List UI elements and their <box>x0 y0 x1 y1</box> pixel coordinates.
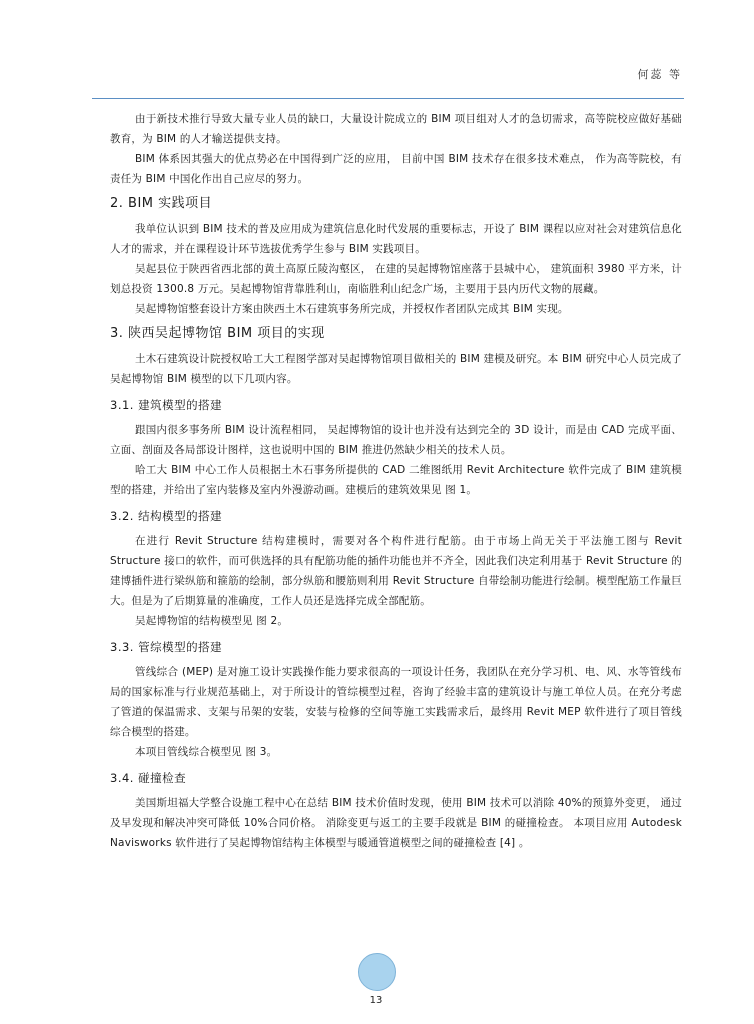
subsection-heading: 3.2. 结构模型的搭建 <box>110 509 223 523</box>
paragraph: 哈工大 BIM 中心工作人员根据土木石事务所提供的 CAD 二维图纸用 Revit Architecture 软件完成了 BIM 建筑模型的搭建，并给出了室内装修及室内外漫游动画。建模后的建筑效果见 图 1。 <box>110 464 682 496</box>
paragraph: BIM 体系因其强大的优点势必在中国得到广泛的应用， 目前中国 BIM 技术存在很多技术难点， 作为高等院校，有责任为 BIM 中国化作出自己应尽的努力。 <box>110 153 682 185</box>
paragraph: 跟国内很多事务所 BIM 设计流程相同， 吴起博物馆的设计也并没有达到完全的 3D 设计，而是由 CAD 完成平面、立面、剖面及各局部设计图样，这也说明中国的 BIM 推进仍然缺少相关的技术人员。 <box>110 424 682 456</box>
paragraph: 管线综合 (MEP) 是对施工设计实践操作能力要求很高的一项设计任务，我团队在充分学习机、电、风、水等管线布局的国家标准与行业规范基础上，对于所设计的管综模型过程，咨询了经验丰富的建筑设计与施工单位人员。在充分考虑了管道的保温需求、支架与吊架的安装，安装与检修的空间等施工实践需求后，最终用 Revit MEP 软件进行了项目管线综合模型的搭建。 <box>110 666 682 738</box>
page-number-badge <box>358 953 396 991</box>
page-number: 13 <box>369 995 383 1006</box>
paragraph: 美国斯坦福大学整合设施工程中心在总结 BIM 技术价值时发现，使用 BIM 技术可以消除 40%的预算外变更， 通过及早发现和解决冲突可降低 10%合同价格。 消除变更与返工的主要手段就是 BIM 的碰撞检查。 本项目应用 Autodesk Navisworks 软件进行了吴起博物馆结构主体模型与暖通管道模型之间的碰撞检查 [4] 。 <box>110 797 682 849</box>
section-heading: 3. 陕西吴起博物馆 BIM 项目的实现 <box>110 326 325 341</box>
subsection-heading: 3.4. 碰撞检查 <box>110 771 187 785</box>
paragraph: 由于新技术推行导致大量专业人员的缺口，大量设计院成立的 BIM 项目组对人才的急切需求，高等院校应做好基础教育，为 BIM 的人才输送提供支持。 <box>110 113 682 145</box>
paragraph: 本项目管线综合模型见 图 3。 <box>135 746 278 758</box>
section-heading: 2. BIM 实践项目 <box>110 196 213 211</box>
paragraph: 在进行 Revit Structure 结构建模时，需要对各个构件进行配筋。由于市场上尚无关于平法施工图与 Revit Structure 接口的软件，而可供选择的具有配筋功能的插件功能也并不齐全，因此我们决定利用基于 Revit Structure 的建博插件进行梁纵筋和箍筋的绘制，部分纵筋和腰筋则利用 Revit Structure 自带绘制功能进行绘制。模型配筋工作量巨大。但是为了后期算量的准确度，工作人员还是选择完成全部配筋。 <box>110 535 682 607</box>
subsection-heading: 3.1. 建筑模型的搭建 <box>110 398 223 412</box>
header-rule <box>92 98 684 99</box>
running-header-author: 何蕊 等 <box>637 68 682 81</box>
article-body <box>110 109 682 853</box>
paragraph: 土木石建筑设计院授权哈工大工程图学部对吴起博物馆项目做相关的 BIM 建模及研究。本 BIM 研究中心人员完成了吴起博物馆 BIM 模型的以下几项内容。 <box>110 353 682 385</box>
paragraph: 吴起县位于陕西省西北部的黄土高原丘陵沟壑区， 在建的吴起博物馆座落于县城中心， 建筑面积 3980 平方米，计划总投资 1300.8 万元。吴起博物馆背靠胜利山，南临胜利山纪念广场，主要用于县内历代文物的展藏。 <box>110 263 682 295</box>
subsection-heading: 3.3. 管综模型的搭建 <box>110 640 223 654</box>
paragraph: 吴起博物馆整套设计方案由陕西土木石建筑事务所完成，并授权作者团队完成其 BIM 实现。 <box>135 303 569 315</box>
paragraph: 我单位认识到 BIM 技术的普及应用成为建筑信息化时代发展的重要标志，开设了 BIM 课程以应对社会对建筑信息化人才的需求，并在课程设计环节选拔优秀学生参与 BIM 实践项目。 <box>110 223 682 255</box>
paragraph: 吴起博物馆的结构模型见 图 2。 <box>135 615 289 627</box>
